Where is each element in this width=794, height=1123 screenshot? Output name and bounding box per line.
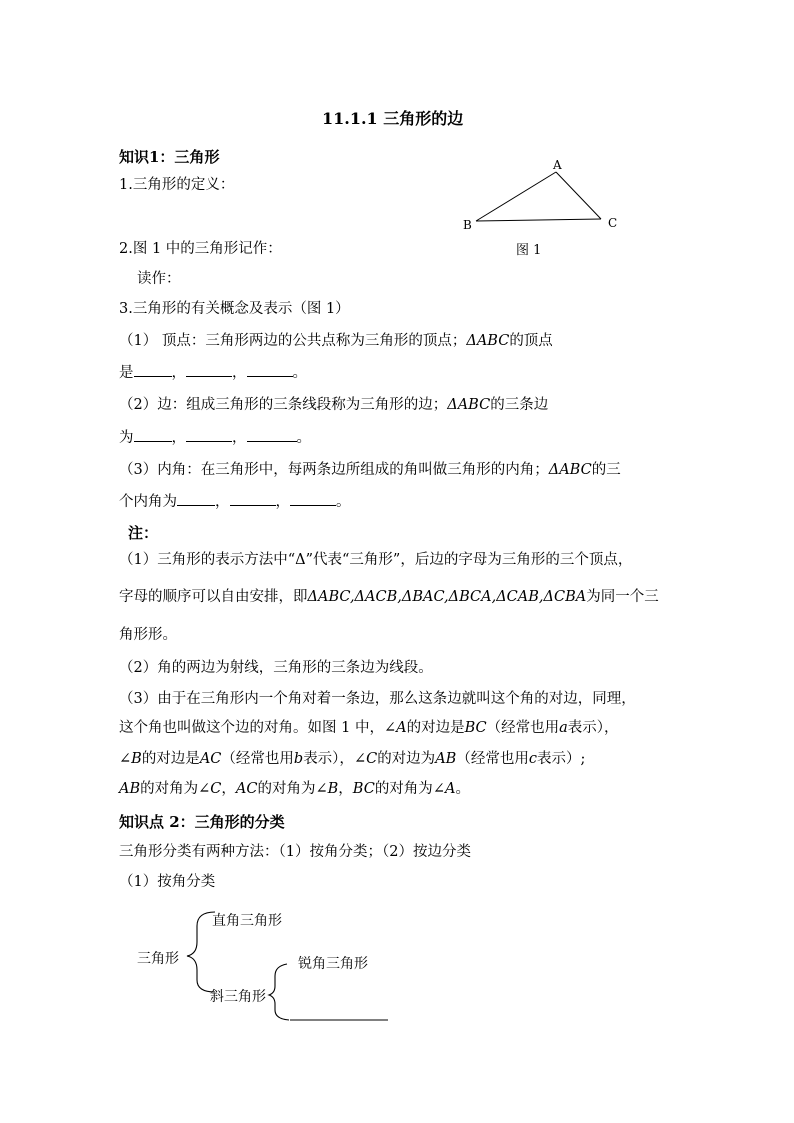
angle-blank-3[interactable] [290, 493, 336, 506]
note2: （2）角的两边为射线，三角形的三条边为线段。 [119, 660, 433, 676]
note3-l3-l: 表示）; [536, 751, 586, 767]
vertex-line2-prefix: 是 [119, 365, 134, 381]
edge-line2-prefix: 为 [119, 430, 134, 446]
note3-l4-j: 的对角为 [374, 781, 433, 797]
figure-caption: 图 1 [516, 243, 542, 258]
figure-triangle [455, 155, 635, 260]
vertex-sep-2: ， [232, 365, 247, 381]
brace-main-icon [187, 912, 215, 992]
vertex-line1-suffix: 的顶点 [509, 333, 553, 349]
note3-l3-angle-c: ∠C [353, 751, 378, 767]
edge-ac [556, 172, 601, 219]
edge-sep-1: ， [171, 430, 186, 446]
note3-l3-j: （经常也用 [456, 751, 529, 767]
note1-line3: 角形形。 [119, 627, 177, 643]
note-label: 注： [128, 524, 159, 542]
note3-l2-bc: BC [464, 720, 487, 736]
note3-l4-d: ， [221, 781, 236, 797]
note1-tri-list: ΔABC,ΔACB,ΔBAC,ΔBCA,ΔCAB,ΔCBA [307, 589, 587, 605]
vertex-sep-1: ， [171, 365, 186, 381]
tree-oblique-triangle: 斜三角形 [210, 989, 266, 1005]
vertex-end: 。 [292, 365, 307, 381]
angle-line1-prefix: （3）内角：在三角形中，每两条边所组成的角叫做三角形的内角； [119, 462, 549, 478]
note3-l3-b-lower: b [293, 751, 304, 767]
q2-notation: 2.图 1 中的三角形记作： [119, 241, 282, 257]
by-angle-heading: （1）按角分类 [119, 874, 216, 890]
brace-sub-icon [269, 964, 289, 1020]
note1-line2-suffix: 为同一个三 [586, 589, 659, 605]
note3-line1: （3）由于在三角形内一个角对着一条边，那么这条边就叫这个角的对边，同理， [119, 691, 636, 707]
note3-l3-f: 表示）， [303, 751, 354, 767]
classification-intro: 三角形分类有两种方法：（1）按角分类；（2）按边分类 [119, 844, 471, 860]
note3-l4-angle-b: ∠B [315, 781, 339, 797]
note3-l2-g: 表示）， [567, 720, 619, 736]
note3-l2-a-lower: a [559, 720, 568, 736]
note3-l4-l: 。 [455, 781, 470, 797]
edge-ba [476, 172, 556, 221]
vertex-blank-2[interactable] [186, 364, 232, 377]
note3-l4-angle-c: ∠C [198, 781, 222, 797]
edge-bc [476, 219, 601, 221]
angle-line2-prefix: 个内角为 [119, 494, 177, 510]
note3-l4-ac: AC [235, 781, 258, 797]
section1-heading: 知识1：三角形 [119, 148, 220, 166]
edge-blank-3[interactable] [247, 429, 297, 442]
edge-tri: ΔABC [447, 397, 491, 413]
vertex-line2 [119, 364, 307, 382]
note1-line2 [119, 588, 659, 606]
vertex-label-a: A [553, 158, 562, 172]
angle-tri: ΔABC [548, 462, 592, 478]
tree-root: 三角形 [137, 951, 179, 967]
q1-definition: 1.三角形的定义： [119, 177, 235, 193]
q2-read-as: 读作： [137, 271, 181, 287]
angle-blank-1[interactable] [177, 493, 215, 506]
note3-l2-e: （经常也用 [486, 720, 560, 736]
tree-acute-triangle: 锐角三角形 [298, 956, 368, 972]
note3-l3-d: （经常也用 [221, 751, 294, 767]
edge-blank-1[interactable] [134, 429, 172, 442]
note3-l4-ab: AB [119, 781, 141, 797]
angle-line1 [119, 461, 621, 479]
note3-line3 [119, 750, 585, 768]
note3-l3-b: 的对边是 [141, 751, 200, 767]
note3-l4-bc: BC [352, 781, 375, 797]
angle-line2 [119, 493, 351, 511]
vertex-line1 [119, 332, 553, 350]
angle-end: 。 [336, 494, 351, 510]
angle-sep-2: ， [275, 494, 290, 510]
note3-l4-f: 的对角为 [257, 781, 316, 797]
angle-blank-2[interactable] [230, 493, 276, 506]
note3-l3-c-lower: c [528, 751, 537, 767]
vertex-tri: ΔABC [466, 333, 510, 349]
edge-blank-2[interactable] [186, 429, 232, 442]
edge-line2 [119, 429, 311, 447]
note3-l4-b: 的对角为 [140, 781, 199, 797]
tree-right-triangle: 直角三角形 [212, 913, 282, 929]
vertex-label-c: C [608, 216, 618, 230]
note3-l2-angle-a: ∠A [383, 720, 407, 736]
note3-l4-angle-a: ∠A [432, 781, 456, 797]
note3-l3-h: 的对边为 [377, 751, 436, 767]
note3-line4 [119, 780, 470, 798]
edge-line1 [119, 396, 548, 414]
edge-line1-prefix: （2）边：组成三角形的三条线段称为三角形的边； [119, 397, 448, 413]
page-title: 11.1.1 三角形的边 [322, 109, 464, 128]
edge-line1-suffix: 的三条边 [490, 397, 549, 413]
note3-l2-c: 的对边是 [406, 720, 465, 736]
vertex-blank-1[interactable] [134, 364, 172, 377]
note3-l3-angle-b: ∠B [119, 751, 142, 767]
note3-l4-h: ， [338, 781, 353, 797]
q3-concepts: 3.三角形的有关概念及表示（图 1） [119, 301, 350, 317]
edge-sep-2: ， [232, 430, 247, 446]
vertex-label-b: B [463, 218, 472, 232]
note1-line1: （1）三角形的表示方法中“Δ”代表“三角形”，后边的字母为三角形的三个顶点， [119, 552, 633, 568]
note1-line2-prefix: 字母的顺序可以自由安排，即 [119, 589, 308, 605]
section2-heading: 知识点 2：三角形的分类 [119, 813, 285, 831]
edge-end: 。 [296, 430, 311, 446]
note3-l3-ab: AB [435, 751, 457, 767]
note3-l3-ac: AC [199, 751, 222, 767]
vertex-line1-prefix: （1） 顶点：三角形两边的公共点称为三角形的顶点； [119, 333, 467, 349]
angle-sep-1: ， [215, 494, 230, 510]
angle-line1-suffix: 的三 [591, 462, 621, 478]
note3-line2 [119, 719, 619, 737]
vertex-blank-3[interactable] [247, 364, 293, 377]
note3-l2-a: 这个角也叫做这个边的对角。如图 1 中， [119, 720, 384, 736]
